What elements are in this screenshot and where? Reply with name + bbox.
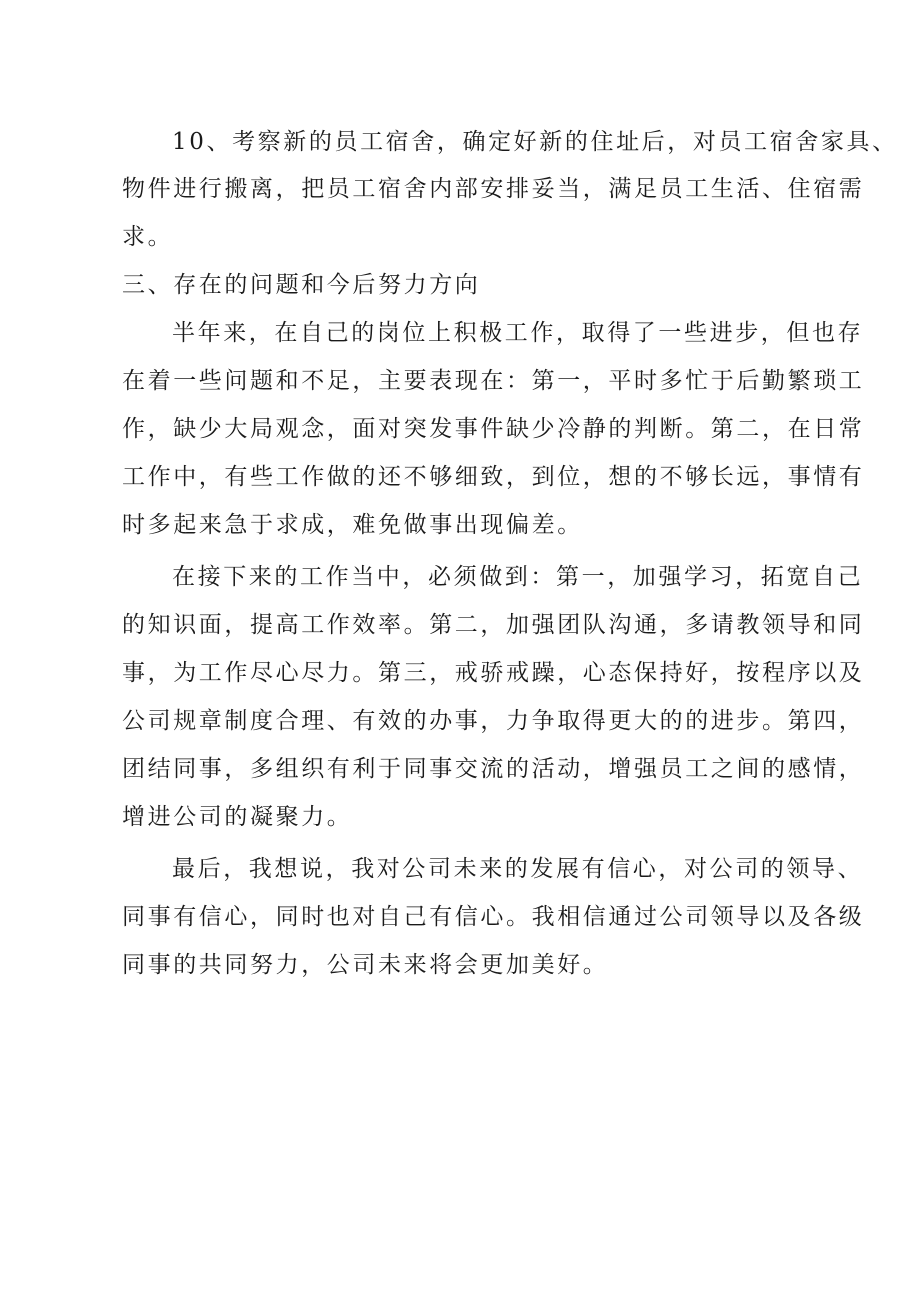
- text-line: 同事有信心，同时也对自己有信心。我相信通过公司领导以及各级: [122, 904, 865, 930]
- text-line: 同事的共同努力，公司未来将会更加美好。: [122, 952, 609, 978]
- text-line: 的知识面，提高工作效率。第二，加强团队沟通，多请教领导和同: [122, 612, 865, 638]
- text-line: 最后，我想说，我对公司未来的发展有信心，对公司的领导、: [172, 856, 864, 882]
- text-line: 事，为工作尽心尽力。第三，戒骄戒躁，心态保持好，按程序以及: [122, 660, 865, 686]
- text-line: 半年来，在自己的岗位上积极工作，取得了一些进步，但也存: [172, 320, 864, 346]
- text-line: 公司规章制度合理、有效的办事，力争取得更大的的进步。第四，: [122, 708, 865, 734]
- text-line: 物件进行搬离，把员工宿舍内部安排妥当，满足员工生活、住宿需: [122, 176, 865, 202]
- section-heading: 三、存在的问题和今后努力方向: [122, 272, 481, 298]
- text-line: 10、考察新的员工宿舍，确定好新的住址后，对员工宿舍家具、: [172, 129, 898, 155]
- text-line: 团结同事，多组织有利于同事交流的活动，增强员工之间的感情，: [122, 756, 865, 782]
- text-line: 增进公司的凝聚力。: [122, 804, 353, 830]
- text-line: 工作中，有些工作做的还不够细致，到位，想的不够长远，事情有: [122, 464, 865, 490]
- text-line: 在接下来的工作当中，必须做到：第一，加强学习，拓宽自己: [172, 564, 864, 590]
- text-line: 在着一些问题和不足，主要表现在：第一，平时多忙于后勤繁琐工: [122, 368, 865, 394]
- text-line: 作，缺少大局观念，面对突发事件缺少冷静的判断。第二，在日常: [122, 416, 865, 442]
- text-line: 时多起来急于求成，难免做事出现偏差。: [122, 512, 583, 538]
- text-line: 求。: [122, 224, 174, 250]
